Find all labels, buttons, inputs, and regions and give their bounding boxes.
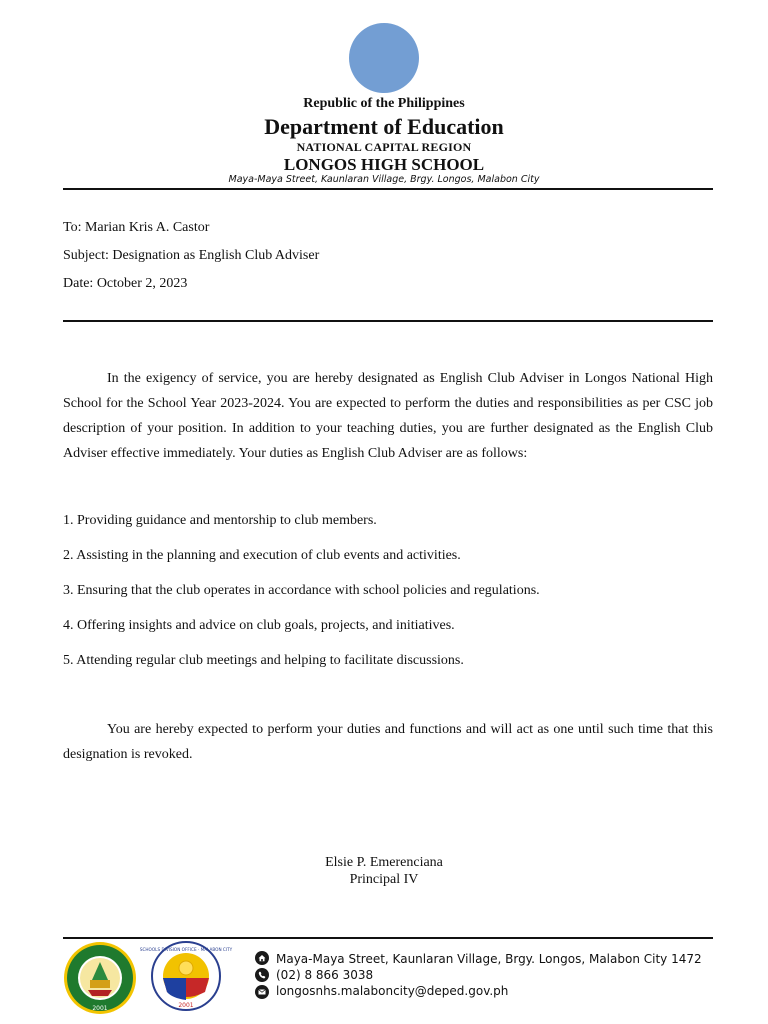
duty-item-4: 4. Offering insights and advice on club goals, projects, and initiatives. — [63, 618, 455, 633]
phone-icon — [255, 968, 269, 982]
footer-phone: (02) 8 866 3038 — [276, 968, 374, 982]
memo-to: To: Marian Kris A. Castor — [63, 220, 210, 235]
memo-divider — [63, 320, 713, 322]
region-heading: NATIONAL CAPITAL REGION — [296, 140, 472, 154]
footer-email: longosnhs.malaboncity@deped.gov.ph — [276, 984, 509, 998]
school-seal-year: 2001 — [92, 1005, 108, 1012]
department-heading: Department of Education — [264, 114, 504, 139]
header-divider — [63, 188, 713, 190]
duty-item-2: 2. Assisting in the planning and execution of club events and activities. — [63, 548, 461, 563]
header-address: Maya-Maya Street, Kaunlaran Village, Brgy. Longos, Malabon City — [228, 174, 540, 185]
memo-subject: Subject: Designation as English Club Adviser — [63, 248, 320, 263]
deped-seal — [349, 23, 419, 93]
duty-item-1: 1. Providing guidance and mentorship to club members. — [63, 513, 377, 528]
signatory-name: Elsie P. Emerenciana — [325, 855, 443, 870]
division-seal-logo — [139, 940, 233, 1012]
email-icon — [255, 985, 269, 999]
intro-paragraph: In the exigency of service, you are hereby designated as English Club Adviser in Longos National High School for the School Year 2023-2024. You are expected to perform the duties and responsibilities as per CSC job description of your position. In addition to your teaching duties, you are further designated as the English Club Adviser effective immediately. Your duties as English Club Adviser are as follows: — [63, 371, 713, 461]
memo-date: Date: October 2, 2023 — [63, 276, 188, 291]
home-icon — [255, 951, 269, 965]
closing-paragraph: You are hereby expected to perform your duties and functions and will act as one until such time that this designation is revoked. — [63, 722, 713, 762]
footer-address: Maya-Maya Street, Kaunlaran Village, Brgy. Longos, Malabon City 1472 — [276, 952, 702, 966]
signatory-title: Principal IV — [349, 872, 419, 887]
duty-item-5: 5. Attending regular club meetings and helping to facilitate discussions. — [63, 653, 464, 668]
republic-heading: Republic of the Philippines — [303, 96, 465, 111]
school-heading: LONGOS HIGH SCHOOL — [283, 155, 485, 174]
division-seal-year: 2001 — [178, 1002, 194, 1009]
duty-item-3: 3. Ensuring that the club operates in accordance with school policies and regulations. — [63, 583, 540, 598]
division-seal-text: SCHOOLS DIVISION OFFICE · MALABON CITY — [139, 947, 233, 952]
footer-divider — [63, 937, 713, 939]
school-seal-logo — [62, 940, 138, 1016]
